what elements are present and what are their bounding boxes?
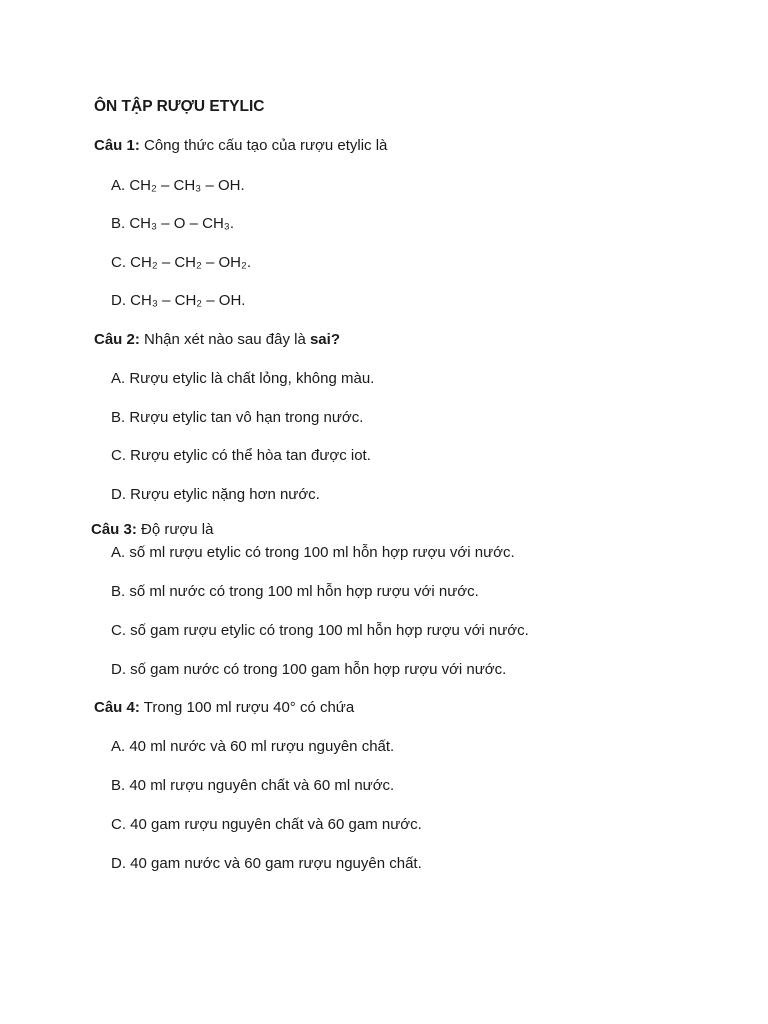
question-3-option-c: C. số gam rượu etylic có trong 100 ml hỗn hợp rượu với nước.: [111, 622, 529, 639]
question-2-option-c: C. Rượu etylic có thể hòa tan được iot.: [111, 447, 371, 464]
question-3-text: Độ rượu là: [136, 521, 214, 538]
question-4-label: Câu 4:: [94, 699, 140, 716]
question-2-text: Nhận xét nào sau đây là: [139, 331, 310, 348]
question-3-label: Câu 3:: [91, 521, 137, 538]
question-4-text: Trong 100 ml rượu 40° có chứa: [139, 699, 355, 716]
question-3-option-a: A. số ml rượu etylic có trong 100 ml hỗn hợp rượu với nước.: [111, 544, 515, 561]
question-4-stem: [94, 699, 354, 717]
question-2-option-d: D. Rượu etylic nặng hơn nước.: [111, 486, 320, 503]
question-4-option-a: A. 40 ml nước và 60 ml rượu nguyên chất.: [111, 738, 395, 755]
question-2-stem: [94, 331, 340, 349]
question-2-option-a: A. Rượu etylic là chất lỏng, không màu.: [111, 370, 375, 387]
question-1-option-c: C. CH₂ – CH₂ – OH₂.: [111, 254, 251, 271]
document-title: ÔN TẬP RƯỢU ETYLIC: [94, 98, 265, 115]
question-4-option-d: D. 40 gam nước và 60 gam rượu nguyên chất.: [111, 855, 422, 872]
question-3-option-b: B. số ml nước có trong 100 ml hỗn hợp rượu với nước.: [111, 583, 479, 600]
question-1-label: Câu 1:: [94, 137, 140, 154]
question-1-option-a: A. CH₂ – CH₃ – OH.: [111, 177, 245, 194]
question-2-emphasis: sai?: [309, 331, 340, 348]
question-3-option-d: D. số gam nước có trong 100 gam hỗn hợp rượu với nước.: [111, 661, 507, 678]
question-1-stem: [94, 137, 387, 155]
question-3-stem: [91, 521, 213, 539]
question-2-option-b: B. Rượu etylic tan vô hạn trong nước.: [111, 409, 364, 426]
question-4-option-c: C. 40 gam rượu nguyên chất và 60 gam nước.: [111, 816, 422, 833]
question-1-option-b: B. CH₃ – O – CH₃.: [111, 215, 235, 232]
question-2-label: Câu 2:: [94, 331, 140, 348]
question-4-option-b: B. 40 ml rượu nguyên chất và 60 ml nước.: [111, 777, 395, 794]
question-1-text: Công thức cấu tạo của rượu etylic là: [139, 137, 388, 154]
question-1-option-d: D. CH₃ – CH₂ – OH.: [111, 292, 246, 309]
